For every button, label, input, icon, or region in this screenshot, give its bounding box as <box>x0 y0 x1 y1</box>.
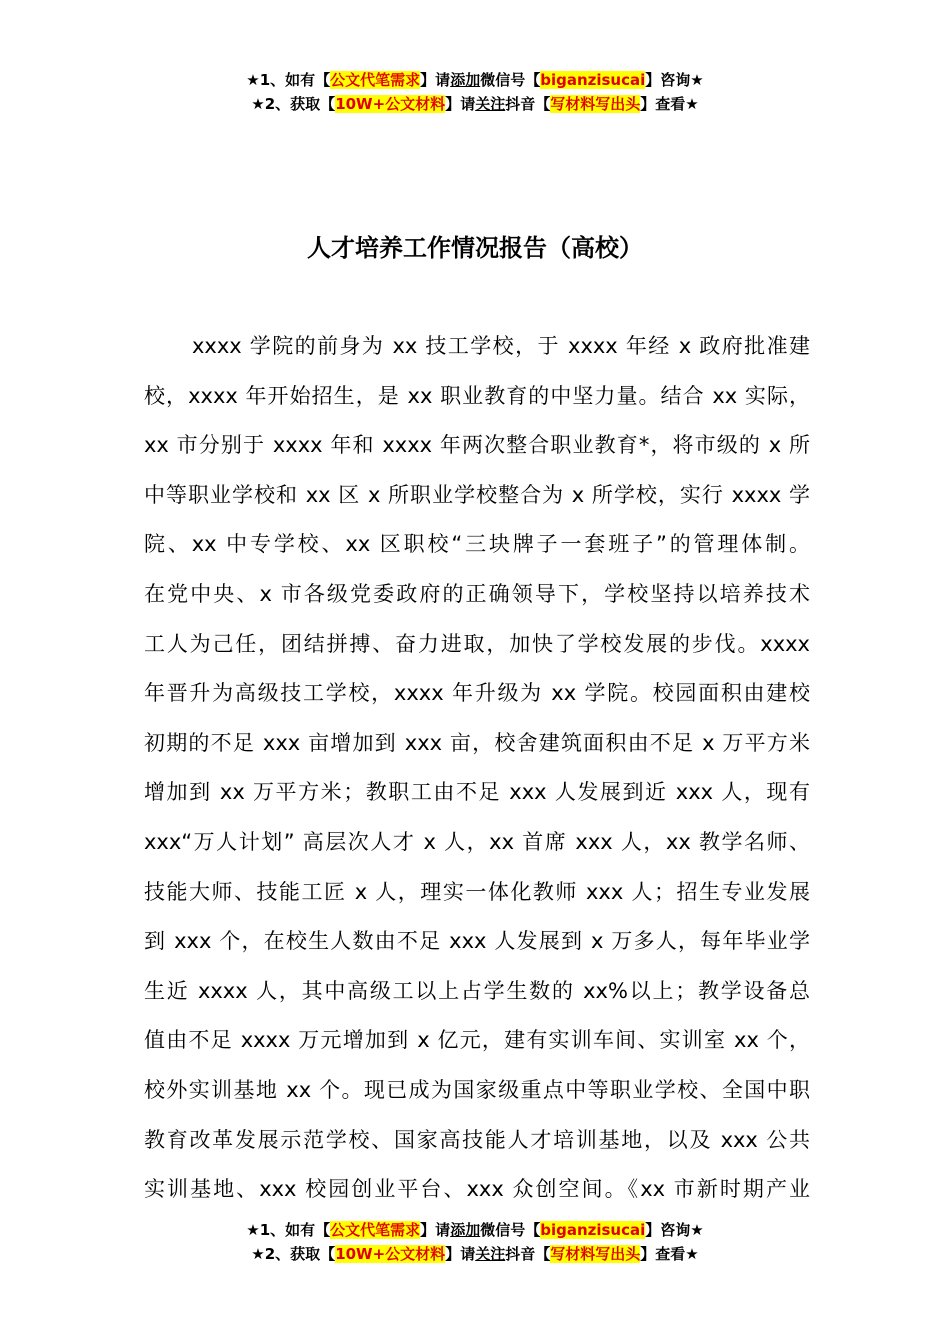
banner-text: 】请 <box>445 1245 476 1263</box>
banner-text: 】请 <box>420 1221 451 1239</box>
banner-highlight: biganzisucai <box>540 71 646 89</box>
banner-highlight: 写材料写出头 <box>550 1245 641 1263</box>
body-line: xxxx 学院的前身为 xx 技工学校，于 xxxx 年经 x 政府批准建 <box>192 334 810 358</box>
banner-text: 】咨询★ <box>645 1221 704 1239</box>
footer-banner <box>0 1218 950 1266</box>
body-line: 值由不足 xxxx 万元增加到 x 亿元，建有实训车间、实训室 xx 个， <box>144 1028 810 1053</box>
body-line: 技能大师、技能工匠 x 人，理实一体化教师 xxx 人；招生专业发展 <box>144 879 810 904</box>
body-line: 院、xx 中专学校、xx 区职校“三块牌子一套班子”的管理体制。 <box>144 532 810 557</box>
body-line: 在党中央、x 市各级党委政府的正确领导下，学校坚持以培养技术 <box>144 581 810 606</box>
banner-text: 抖音【 <box>505 95 551 113</box>
body-line: 中等职业学校和 xx 区 x 所职业学校整合为 x 所学校，实行 xxxx 学 <box>144 482 810 507</box>
body-line: xx 市分别于 xxxx 年和 xxxx 年两次整合职业教育*，将市级的 x 所 <box>144 433 810 458</box>
banner-text: 】请 <box>420 71 451 89</box>
banner-text: 】请 <box>445 95 476 113</box>
banner-highlight: 公文代笔需求 <box>330 71 421 89</box>
banner-text: ★2、获取【 <box>251 95 336 113</box>
banner-line-1 <box>0 1218 950 1242</box>
body-line: 生近 xxxx 人，其中高级工以上占学生数的 xx%以上；教学设备总 <box>144 978 810 1003</box>
banner-underline: 添加 <box>450 71 481 89</box>
body-line: 校外实训基地 xx 个。现已成为国家级重点中等职业学校、全国中职 <box>144 1077 810 1102</box>
document-title: 人才培养工作情况报告（高校） <box>307 234 643 262</box>
document-body <box>144 322 810 1215</box>
banner-underline: 添加 <box>450 1221 481 1239</box>
banner-text: 抖音【 <box>505 1245 551 1263</box>
body-line: 到 xxx 个，在校生人数由不足 xxx 人发展到 x 万多人，每年毕业学 <box>144 929 810 954</box>
banner-line-1 <box>0 68 950 92</box>
banner-text: 】查看★ <box>640 95 699 113</box>
banner-highlight: 10W+公文材料 <box>335 95 446 113</box>
body-line: 实训基地、xxx 校园创业平台、xxx 众创空间。《xx 市新时期产业 <box>144 1177 810 1202</box>
banner-highlight: 写材料写出头 <box>550 95 641 113</box>
body-line: 年晋升为高级技工学校，xxxx 年升级为 xx 学院。校园面积由建校 <box>144 681 810 706</box>
banner-text: 】查看★ <box>640 1245 699 1263</box>
banner-underline: 关注 <box>475 1245 506 1263</box>
banner-highlight: biganzisucai <box>540 1221 646 1239</box>
banner-text: ★2、获取【 <box>251 1245 336 1263</box>
body-line: 工人为己任，团结拼搏、奋力进取，加快了学校发展的步伐。xxxx <box>144 631 810 656</box>
banner-text: 微信号【 <box>480 1221 541 1239</box>
banner-line-2 <box>0 1242 950 1266</box>
banner-highlight: 公文代笔需求 <box>330 1221 421 1239</box>
banner-highlight: 10W+公文材料 <box>335 1245 446 1263</box>
banner-text: ★1、如有【 <box>246 1221 331 1239</box>
banner-text: ★1、如有【 <box>246 71 331 89</box>
body-line: 初期的不足 xxx 亩增加到 xxx 亩，校舍建筑面积由不足 x 万平方米 <box>144 730 810 755</box>
banner-underline: 关注 <box>475 95 506 113</box>
body-line: 教育改革发展示范学校、国家高技能人才培训基地，以及 xxx 公共 <box>144 1127 810 1152</box>
banner-text: 】咨询★ <box>645 71 704 89</box>
banner-line-2 <box>0 92 950 116</box>
banner-text: 微信号【 <box>480 71 541 89</box>
body-line: xxx“万人计划” 高层次人才 x 人，xx 首席 xxx 人，xx 教学名师、 <box>144 829 810 854</box>
header-banner <box>0 68 950 116</box>
body-line: 校，xxxx 年开始招生，是 xx 职业教育的中坚力量。结合 xx 实际， <box>144 383 810 408</box>
body-line: 增加到 xx 万平方米；教职工由不足 xxx 人发展到近 xxx 人，现有 <box>144 780 810 805</box>
